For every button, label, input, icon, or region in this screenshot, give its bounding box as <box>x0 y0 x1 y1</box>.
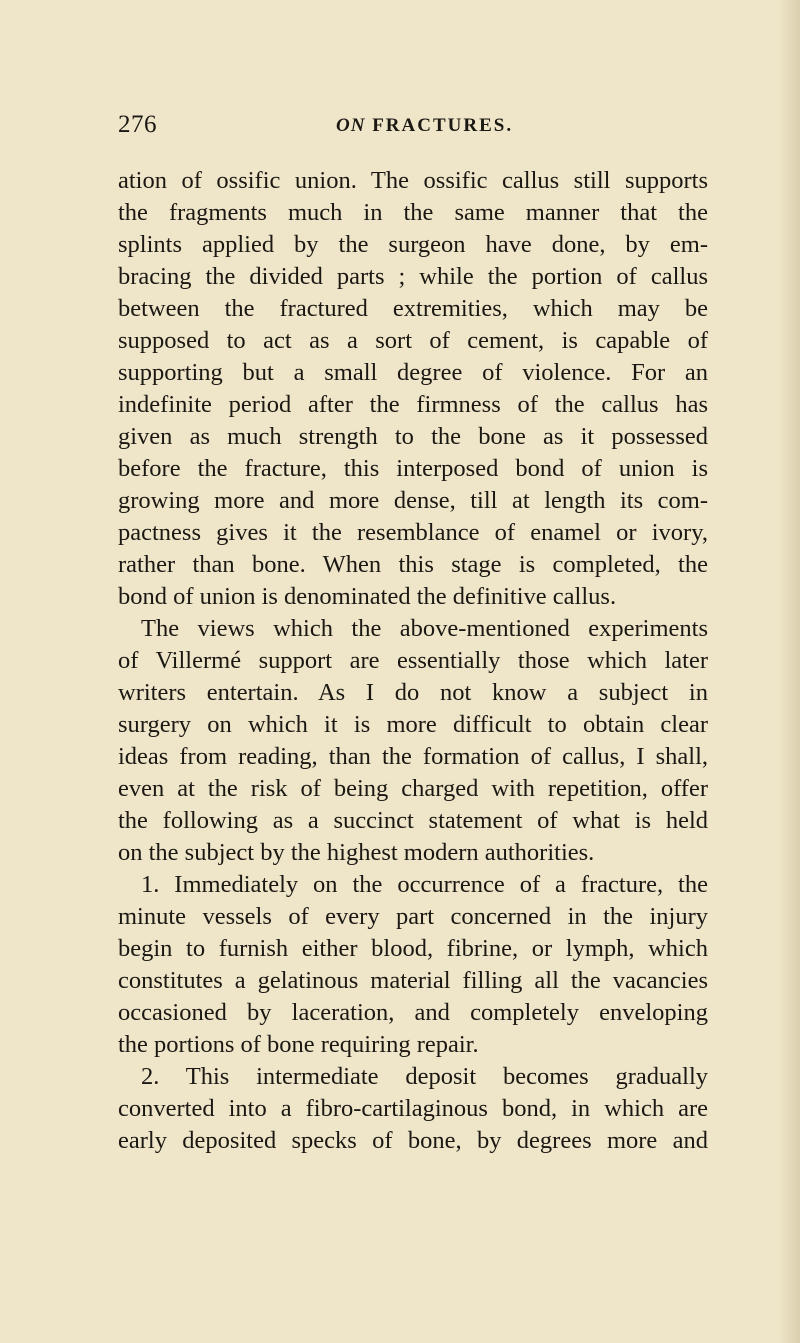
text-line: given as much strength to the bone as it possessed <box>118 423 708 450</box>
text-line: begin to furnish either blood, fibrine, or lymph, which <box>118 935 708 962</box>
running-head-title: FRACTURES. <box>372 115 514 136</box>
text-line: early deposited specks of bone, by degrees more and <box>118 1127 708 1154</box>
text-line: the portions of bone requiring repair. <box>118 1031 479 1058</box>
page-header <box>118 110 708 140</box>
text-line: writers entertain. As I do not know a subject in <box>118 679 708 706</box>
text-line: 2. This intermediate deposit becomes gradually <box>141 1063 708 1090</box>
text-line: growing more and more dense, till at length its com- <box>118 487 708 514</box>
text-line: supposed to act as a sort of cement, is capable of <box>118 327 708 354</box>
running-head-lead: ON <box>336 115 366 136</box>
text-line: ation of ossific union. The ossific callus still supports <box>118 167 708 194</box>
text-line: of Villermé support are essentially those which later <box>118 647 708 674</box>
text-line: even at the risk of being charged with repetition, offer <box>118 775 708 802</box>
text-line: converted into a fibro-cartilaginous bond, in which are <box>118 1095 708 1122</box>
text-line: rather than bone. When this stage is completed, the <box>118 551 708 578</box>
text-line: before the fracture, this interposed bond of union is <box>118 455 708 482</box>
text-line: the following as a succinct statement of what is held <box>118 807 708 834</box>
body-text <box>118 165 708 1157</box>
running-head <box>336 113 513 139</box>
text-line: occasioned by laceration, and completely enveloping <box>118 999 708 1026</box>
text-line: The views which the above-mentioned experiments <box>141 615 708 642</box>
text-line: the fragments much in the same manner that the <box>118 199 708 226</box>
text-line: on the subject by the highest modern authorities. <box>118 839 595 866</box>
text-line: 1. Immediately on the occurrence of a fracture, the <box>141 871 708 898</box>
text-line: minute vessels of every part concerned in the injury <box>118 903 708 930</box>
text-line: pactness gives it the resemblance of enamel or ivory, <box>118 519 708 546</box>
text-line: between the fractured extremities, which may be <box>118 295 708 322</box>
text-line: surgery on which it is more difficult to obtain clear <box>118 711 708 738</box>
text-line: indefinite period after the firmness of the callus has <box>118 391 708 418</box>
text-line: bond of union is denominated the definitive callus. <box>118 583 617 610</box>
text-line: ideas from reading, than the formation of callus, I shall, <box>118 743 708 770</box>
text-line: constitutes a gelatinous material filling all the vacancies <box>118 967 708 994</box>
page-number: 276 <box>118 111 157 138</box>
page-edge-shadow <box>778 0 800 1343</box>
text-line: supporting but a small degree of violence. For an <box>118 359 708 386</box>
text-line: splints applied by the surgeon have done, by em- <box>118 231 708 258</box>
text-line: bracing the divided parts ; while the portion of callus <box>118 263 708 290</box>
